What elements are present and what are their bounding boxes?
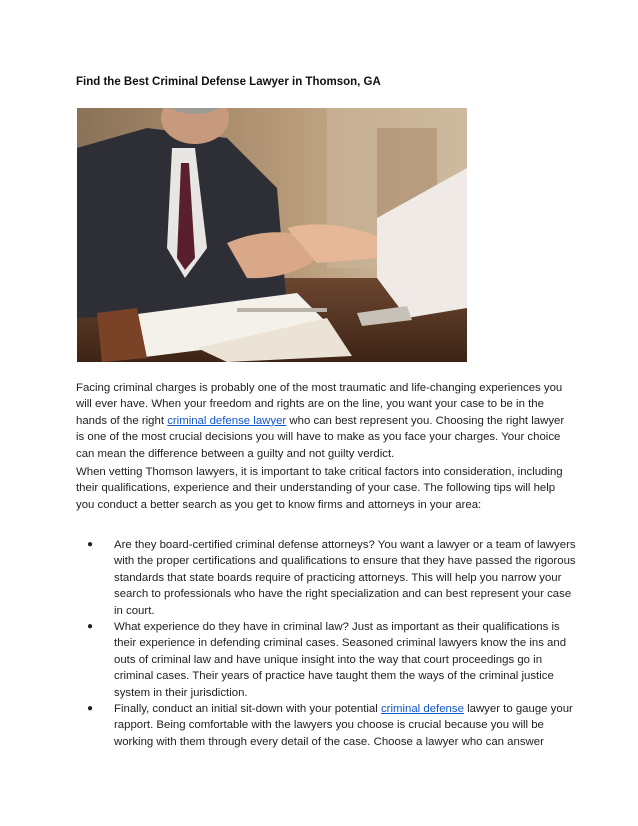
- list-item: [76, 619, 576, 701]
- criminal-defense-lawyer-link[interactable]: criminal defense lawyer: [167, 414, 287, 427]
- bullet-icon: ●: [87, 703, 94, 715]
- bullet-icon: ●: [87, 539, 94, 550]
- document-title: Find the Best Criminal Defense Lawyer in Thomson, GA: [76, 76, 381, 88]
- list-item-text-end: lawyer to gauge your rapport. Being comfortable with the lawyers you choose is crucial because you will be working with them through every detail of the case. Choose a lawyer who can answer: [114, 703, 573, 748]
- list-item: [76, 537, 576, 619]
- bullet-icon: ●: [87, 621, 94, 633]
- intro-text-end: who can best represent you. Choosing the right lawyer is one of the most crucial decisions you will have to make as you face your charges. Your choice can mean the difference between a guilty and not guilty verdict.: [76, 414, 565, 460]
- intro-paragraph: [76, 380, 568, 462]
- criminal-defense-link[interactable]: criminal defense: [380, 703, 464, 716]
- list-item-text: What experience do they have in criminal law? Just as important as their qualifications is their experience in defending criminal cases. Seasoned criminal lawyers know the ins and outs of criminal law and have unique insight into the way that court proceedings go in criminal cases. Their years of practice have taught them the ways of the criminal justice system in their jurisdiction.: [114, 621, 567, 699]
- list-item: [76, 701, 576, 750]
- list-item-text: Finally, conduct an initial sit-down with your potential: [114, 703, 381, 716]
- list-item-text: Are they board-certified criminal defense attorneys? You want a lawyer or a team of lawyers with the proper certifications and qualifications to ensure that they have passed the rigorous standards that state boards require of practicing attorneys. This will help you narrow your search to professionals who have the right specialization and can best represent your case in court.: [114, 539, 576, 617]
- intro-text-start: Facing criminal charges is probably one of the most traumatic and life-changing experiences you will ever have. When your freedom and rights are on the line, you want your case to be in the hands of the right: [76, 382, 563, 427]
- handshake-photo: [77, 108, 467, 362]
- tips-list: [76, 537, 576, 750]
- vetting-paragraph: When vetting Thomson lawyers, it is important to take critical factors into consideration, including their qualifications, experience and their understanding of your case. The following tips will help you conduct a better search as you get to know firms and attorneys in your area:: [76, 466, 563, 511]
